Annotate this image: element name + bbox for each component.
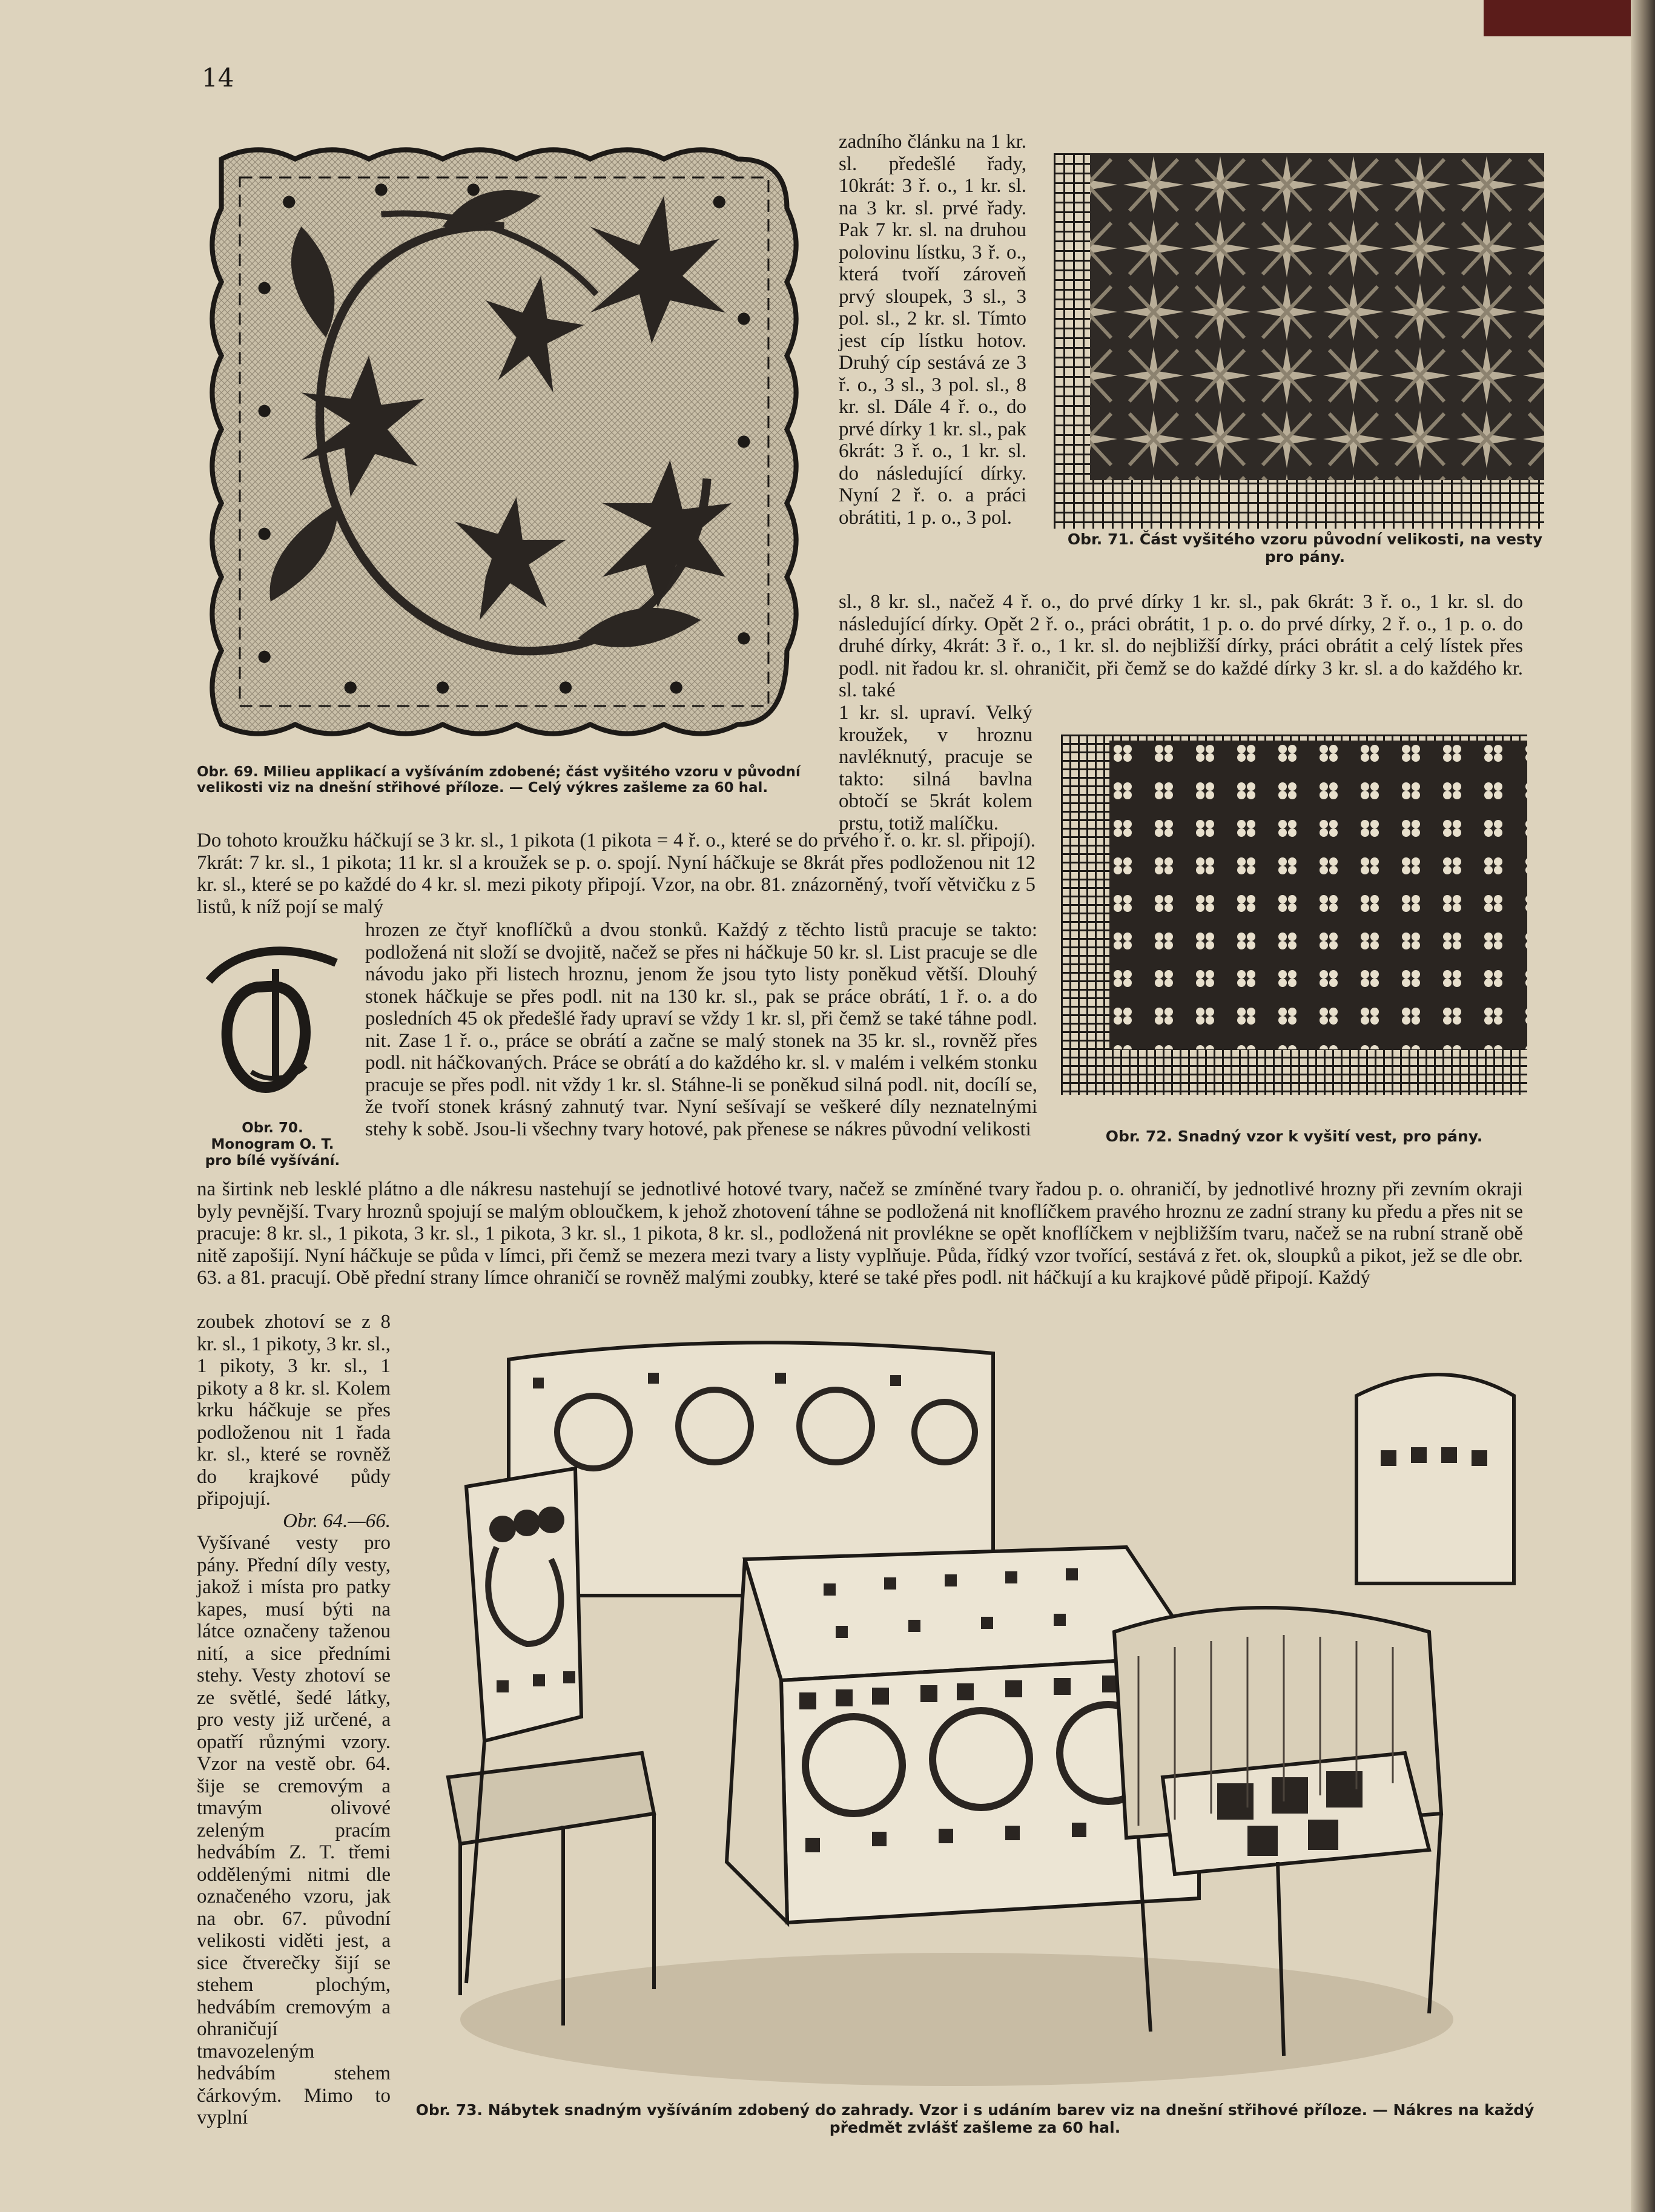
figure-72-vest-pattern [1061,735,1527,1095]
binding-edge-top [1484,0,1655,36]
text-column-middle: 1 kr. sl. upraví. Velký kroužek, v hroznu navléknutý, pracuje se takto: silná bavlna obtočí se 5krát kolem prstu, totiž malíčku. [839,702,1032,834]
caption-fig69: Obr. 69. Milieu applikací a vyšíváním zdobené; část vyšitého vzoru v původní velikosti viz na dnešní střihové příloze. — Celý výkres zašleme za 60 hal. [197,764,801,796]
text-wide-3: na širtink neb lesklé plátno a dle nákresu nastehují se jednotlivé hotové tvary, načež se zmíněné tvary řadou p. o. ohraničí, by jednotlivé hrozny při zevním okraji byly pevnější. Tvary hroznů spojují se malým obloučkem, k jehož zhotovení táhne se podložená nit knoflíčkem pravého hroznu ze zadní strany ku předu a přes nit se pracuje: 8 kr. sl., 1 pikota, 3 kr. sl., 1 pikota, 3 kr. sl., 1 pikota, 8 kr. sl., podložená nit provlékne se opět knoflíčkem v nejbližším tvaru, načež se na rubní straně obě nitě zapošijí. Nyní háčkuje se půda v límci, při čemž se mezera mezi tvary a listy vyplňuje. Půda, řídký vzor tvořící, sestává z řet. ok, sloupků a pikot, jež se dle obr. 63. a 81. pracují. Obě přední strany límce ohraničí se rovněž malými zoubky, které se také přes podl. nit háčkují a ku krajkové půdě připojí. Každý [197,1178,1523,1289]
text-left-para-2: Vyšívané vesty pro pány. Přední díly vesty, jakož i místa pro patky kapes, musí býti na látce označeny taženou nití, a sice předními stehy. Vesty zhotoví se ze světlé, šedé látky, pro vesty již určené, a opatří různými vzory. Vzor na vestě obr. 64. šije se cremovým a tmavým olivové zeleným pracím hedvábím Z. T. třemi oddělenými nitmi dle označeného vzoru, jak na obr. 67. původní velikosti viděti jest, a sice čtverečky šijí se stehem plochým, hedvábím cremovým a ohraničují tmavozeleným hedvábím stehem čárkovým. Mimo to vyplní [197,1532,391,2128]
page-number: 14 [202,63,234,93]
caption-fig71: Obr. 71. Část vyšitého vzoru původní velikosti, na vesty pro pány. [1067,530,1543,566]
figure-70-monogram [203,933,342,1114]
text-column-monogram: hrozen ze čtyř knoflíčků a dvou stonků. Každý z těchto listů pracuje se takto: podložená nit složí se dvojitě, načež se přes ni háčkuje 50 kr. sl. List pracuje se dle návodu jako při listech hroznu, jenom že jsou tyto listy poněkud větší. Dlouhý stonek háčkuje se přes podl. nit na 130 kr. sl., pak se práce obrátí, 1 ř. o. a do posledních 45 ok předešlé řady upraví se vždy 1 kr. sl, při čemž se také táhne podl. nit. Zase 1 ř. o., práce se obrátí a začne se malý stonek na 35 kr. sl., rovněž přes podl. nit háčkovaných. Práce se obrátí a do každého kr. sl. v malém i velkém stonku pracuje se přes podl. nit vždy 1 kr. sl. Stáhne-li se poněkud silná podl. nit, docílí se, že tvoří stonek krásný zahnutý tvar. Nyní sešívají se veškeré díly neznatelnými stehy k sobě. Jsou-li všechny tvary hotové, pak přenese se nákres původní velikosti [365,919,1037,1140]
page-edge-right [1631,0,1655,2212]
figure-73-garden-furniture [412,1317,1538,2092]
monogram-ot-illustration [203,933,342,1114]
caption-fig70-line1: Obr. 70. [242,1120,303,1136]
text-wide-1: sl., 8 kr. sl., načež 4 ř. o., do prvé dírky 1 kr. sl., pak 6krát: 3 ř. o., 1 kr. sl. do následující dírky. Opět 2 ř. o., práci obrátit, 1 p. o. do prvé dírky, 2 ř. o., 1 p. o. do druhé dírky, 4krát: 3 ř. o., 1 kr. sl. do nejbližší dírky, práci obrátit a celý lístek přes podl. nit řadou kr. sl. ohraničit, při čemž se do každé dírky 3 kr. sl. a do každého kr. sl. také [839,591,1523,701]
text-left-heading: Obr. 64.—66. [283,1510,391,1532]
text-column-left [197,1311,391,2129]
embroidery-grid-illustration [1054,153,1544,529]
lily-milieu-illustration [197,134,811,749]
caption-fig70-line2: Monogram O. T. [211,1137,334,1152]
figure-71-embroidery-pattern [1054,153,1544,529]
figure-69-lily-milieu [197,134,811,749]
text-column-top-right: zadního článku na 1 kr. sl. předešlé řady, 10krát: 3 ř. o., 1 kr. sl. na 3 kr. sl. prvé řady. Pak 7 kr. sl. na druhou polovinu lístku, 3 ř. o., která tvoří zároveň prvý sloupek, 3 sl., 3 pol. sl., 2 kr. sl. Tímto jest cíp lístku hotov. Druhý cíp sestává ze 3 ř. o., 3 sl., 3 pol. sl., 8 kr. sl. Dále 4 ř. o., do prvé dírky 1 kr. sl., pak 6krát: 3 ř. o., 1 kr. sl. do následující dírky. Nyní 2 ř. o. a práci obrátiti, 1 p. o., 3 pol. [839,131,1026,529]
caption-fig73: Obr. 73. Nábytek snadným vyšíváním zdobený do zahrady. Vzor i s udáním barev viz na dnešní střihové příloze. — Nákres na každý předmět zvlášť zašleme za 60 hal. [415,2101,1534,2136]
caption-fig70-line3: pro bílé vyšívání. [205,1153,340,1169]
text-wide-2: Do tohoto kroužku háčkují se 3 kr. sl., 1 pikota (1 pikota = 4 ř. o., které se do prvého ř. o. kr. sl. připojí). 7krát: 7 kr. sl., 1 pikota; 11 kr. sl a kroužek se p. o. spojí. Nyní háčkuje se 8krát přes podloženou nit 12 kr. sl., které se po každé do 4 kr. sl. mezi pikoty připojí. Vzor, na obr. 81. znázorněný, tvoří větvičku z 5 listů, k níž pojí se malý [197,830,1036,918]
text-left-para-1: zoubek zhotoví se z 8 kr. sl., 1 pikoty, 3 kr. sl., 1 pikoty, 3 kr. sl., 1 pikoty a 8 kr. sl. Kolem krku háčkuje se přes podloženou nit 1 řada kr. sl., které se rovněž do krajkové půdy připojují. [197,1311,391,1510]
caption-fig70 [194,1120,351,1169]
garden-furniture-illustration [412,1317,1538,2092]
caption-fig72: Obr. 72. Snadný vzor k vyšití vest, pro pány. [1105,1127,1483,1145]
vest-pattern-illustration [1061,735,1527,1095]
